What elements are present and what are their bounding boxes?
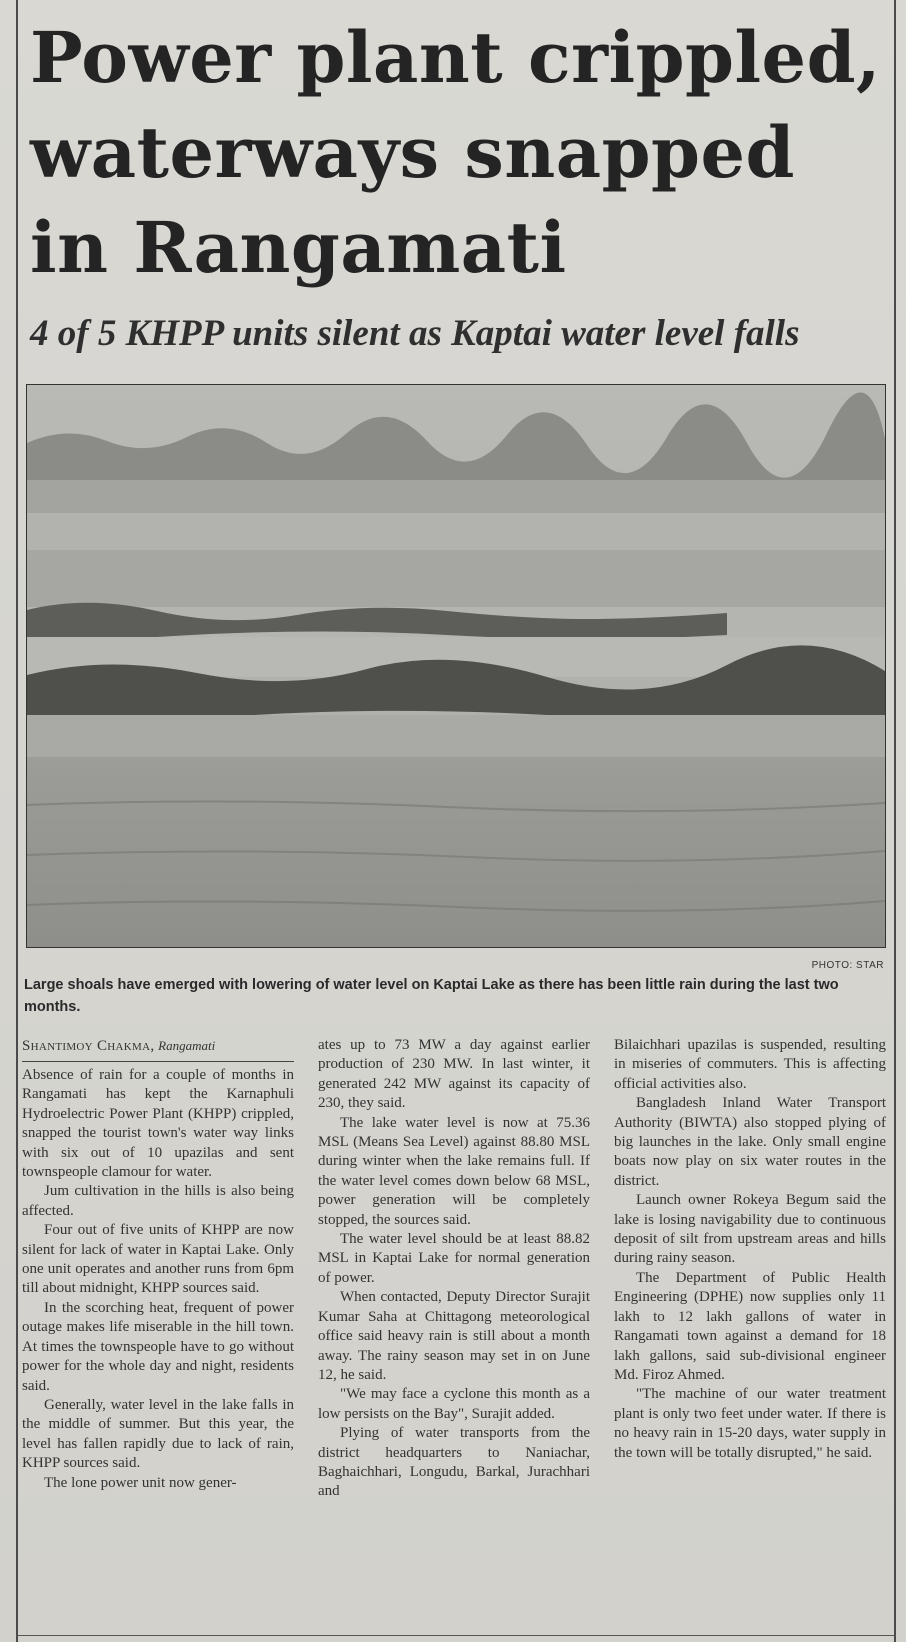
paragraph: Launch owner Rokeya Begum said the lake is losing navigability due to continuous deposit of silt from upstream areas and hills during rainy season. [614, 1192, 886, 1267]
subheadline: 4 of 5 KHPP units silent as Kaptai water level falls [30, 313, 800, 354]
article-column-3 [614, 1036, 886, 1463]
left-column-rule [16, 0, 18, 1642]
right-column-rule [894, 0, 896, 1642]
paragraph: ates up to 73 MW a day against earlier production of 230 MW. In last winter, it generated 242 MW against its capacity of 230, they said. [318, 1037, 590, 1112]
article-column-1 [22, 1036, 294, 1493]
paragraph: Four out of five units of KHPP are now silent for lack of water in Kaptai Lake. Only one unit operates and another runs from 6pm till about midnight, KHPP sources said. [22, 1222, 294, 1297]
paragraph: Jum cultivation in the hills is also being affected. [22, 1183, 294, 1219]
paragraph: The Department of Public Health Engineering (DPHE) now supplies only 11 lakh to 12 lakh gallons of water in Rangamati town against a demand for 18 lakh gallons, said sub-divisional engineer Md. Firoz Ahmed. [614, 1269, 886, 1383]
paragraph: The water level should be at least 88.82 MSL in Kaptai Lake for normal generation of power. [318, 1231, 590, 1286]
paragraph: The lone power unit now gener- [44, 1474, 237, 1491]
lake-photo [26, 384, 886, 948]
byline-name: Shantimoy Chakma, [22, 1038, 155, 1054]
photo-credit: PHOTO: STAR [811, 960, 884, 971]
paragraph: Bangladesh Inland Water Transport Authority (BIWTA) also stopped plying of big launches in the lake. Only small engine boats now play on six water routes in the district. [614, 1095, 886, 1189]
paragraph: "The machine of our water treatment plant is only two feet under water. If there is no heavy rain in 15-20 days, water supply in the town will be totally disrupted," he said. [614, 1386, 886, 1461]
byline-place: Rangamati [158, 1038, 216, 1053]
paragraph: Plying of water transports from the district headquarters to Naniachar, Baghaichhari, Longudu, Barkal, Jurachhari and [318, 1425, 590, 1500]
paragraph: In the scorching heat, frequent of power outage makes life miserable in the hill town. At times the townspeople have to go without power for the whole day and night, residents said. [22, 1299, 294, 1394]
paragraph: Generally, water level in the lake falls in the middle of summer. But this year, the level has fallen rapidly due to lack of rain, KHPP sources said. [22, 1396, 294, 1472]
paragraph: Absence of rain for a couple of months in Rangamati has kept the Karnaphuli Hydroelectric Power Plant (KHPP) crippled, snapped the tourist town's water way links with six out of 10 upazilas and sent townspeople clamour for water. [22, 1067, 294, 1181]
paragraph: The lake water level is now at 75.36 MSL (Means Sea Level) against 88.80 MSL during winter when the lake remains full. If the water level comes down below 68 MSL, power generation will be completely stopped, the sources said. [318, 1114, 590, 1228]
paragraph: Bilaichhari upazilas is suspended, resulting in miseries of commuters. This is affecting official activities also. [614, 1037, 886, 1092]
byline [22, 1036, 294, 1062]
photo-caption: Large shoals have emerged with lowering of water level on Kaptai Lake as there has been little rain during the last two months. [24, 977, 839, 1015]
article-column-2 [318, 1036, 590, 1502]
bottom-rule [16, 1635, 896, 1636]
paragraph: "We may face a cyclone this month as a low persists on the Bay", Surajit added. [318, 1386, 590, 1422]
headline: Power plant crippled, waterways snapped in Rangamati [30, 16, 881, 289]
paragraph: When contacted, Deputy Director Surajit Kumar Saha at Chittagong meteorological office said heavy rain is still about a month away. The rainy season may set in on June 12, he said. [318, 1289, 590, 1383]
